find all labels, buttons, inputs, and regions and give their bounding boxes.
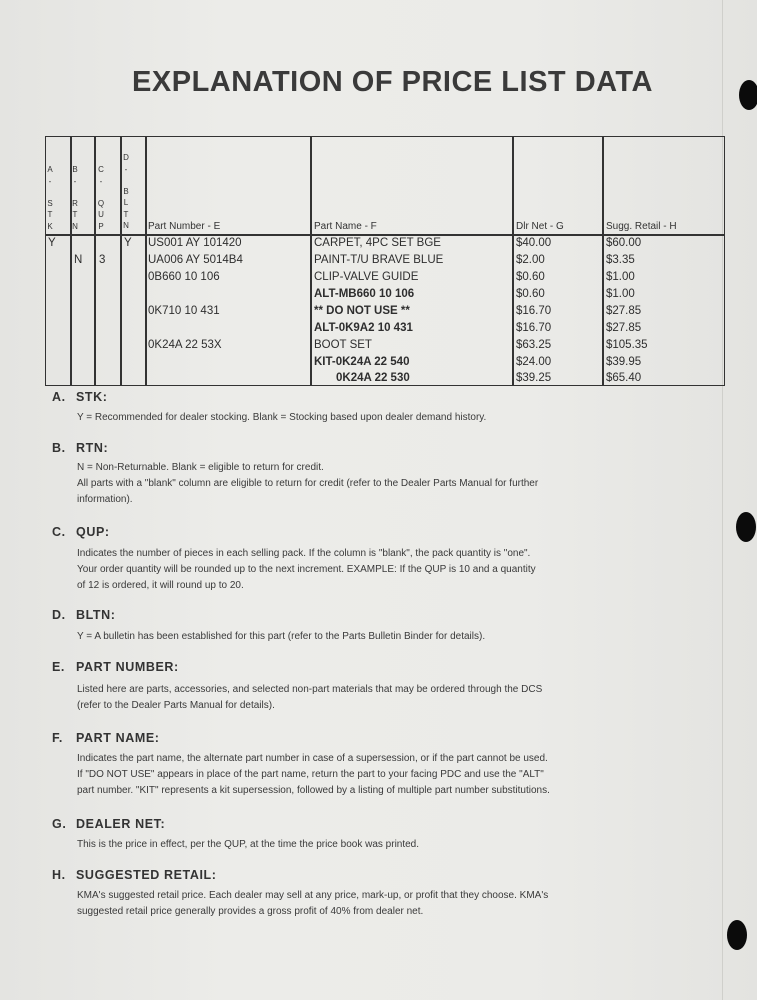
cell-part-name: ALT-MB660 10 106 [314,288,415,300]
section-suggested-retail [52,868,217,882]
cell-rtn: N [74,254,83,266]
section-qup [52,525,110,539]
section-text: N = Non-Returnable. Blank = eligible to return for credit. All parts with a "blank" column are eligible to return for credit (refer to the Dealer Parts Manual for further information). [77,462,539,505]
cell-part-number: UA006 AY 5014B4 [148,254,243,266]
header-stk: A - S T K [47,165,53,231]
cell-part-name: CLIP-VALVE GUIDE [314,271,419,283]
header-sugg-retail: Sugg. Retail - H [606,221,677,232]
header-part-number: Part Number - E [148,221,221,232]
column-divider [310,137,312,385]
cell-part-name: BOOT SET [314,339,372,351]
section-part-name [52,731,160,745]
column-divider [145,137,147,385]
section-dealer-net [52,817,165,831]
cell-dlr-net: $16.70 [516,322,552,334]
section-heading: D. BLTN: [52,608,116,622]
cell-part-name: ALT-0K9A2 10 431 [314,322,413,334]
section-heading: B. RTN: [52,441,109,455]
cell-dlr-net: $39.25 [516,372,552,384]
binder-hole [727,920,747,950]
cell-dlr-net: $16.70 [516,305,552,317]
section-part-number [52,660,179,674]
column-divider [602,137,604,385]
cell-part-number: 0K710 10 431 [148,305,220,317]
cell-dlr-net: $0.60 [516,288,545,300]
section-heading: C. QUP: [52,525,110,539]
cell-dlr-net: $0.60 [516,271,545,283]
header-rtn: B - R T N [72,165,78,231]
cell-sugg-retail: $65.40 [606,372,642,384]
cell-dlr-net: $24.00 [516,356,552,368]
cell-part-number: 0K24A 22 53X [148,339,222,351]
cell-part-name: PAINT-T/U BRAVE BLUE [314,254,444,266]
section-text: Y = Recommended for dealer stocking. Blank = Stocking based upon dealer demand history. [77,412,487,423]
cell-sugg-retail: $39.95 [606,356,642,368]
cell-sugg-retail: $1.00 [606,271,635,283]
page-title: EXPLANATION OF PRICE LIST DATA [132,66,653,98]
section-text: Indicates the number of pieces in each selling pack. If the column is "blank", the pack quantity is "one". Your order quantity will be rounded up to the next increment. EXAMPLE: If the QUP is 10 and a quantity of 12 is ordered, it will round up to 20. [77,548,536,591]
section-text: Indicates the part name, the alternate part number in case of a supersession, or if the part cannot be used. If "DO NOT USE" appears in place of the part name, return the part to your facing PDC and use the "ALT" part number. "KIT" represents a kit supersession, followed by a listing of multiple part number substitutions. [77,753,550,796]
cell-qup: 3 [99,254,106,266]
section-text: Y = A bulletin has been established for this part (refer to the Parts Bulletin Binder for details). [77,631,486,642]
header-bltn: D - B L T N [123,153,129,230]
binder-hole [736,512,756,542]
cell-dlr-net: $63.25 [516,339,552,351]
section-heading: G. DEALER NET: [52,817,166,831]
cell-sugg-retail: $105.35 [606,339,648,351]
cell-part-name: ** DO NOT USE ** [314,305,410,317]
header-divider [46,234,724,236]
cell-dlr-net: $2.00 [516,254,545,266]
section-heading: A. STK: [52,390,108,404]
section-bltn [52,608,116,622]
cell-part-number: US001 AY 101420 [148,237,242,249]
section-heading: F. PART NAME: [52,731,160,745]
section-text: KMA's suggested retail price. Each dealer may sell at any price, mark-up, or profit that they choose. KMA's suggested retail price generally provides a gross profit of 40% from dealer net. [77,890,549,917]
cell-part-name: CARPET, 4PC SET BGE [314,237,441,249]
cell-sugg-retail: $1.00 [606,288,635,300]
cell-part-number: 0B660 10 106 [148,271,220,283]
section-stk [52,390,108,404]
column-divider [512,137,514,385]
section-heading: E. PART NUMBER: [52,660,179,674]
cell-stk: Y [48,237,56,249]
section-text: This is the price in effect, per the QUP, at the time the price book was printed. [77,839,420,850]
section-text: Listed here are parts, accessories, and selected non-part materials that may be ordered through the DCS (refer to the Dealer Parts Manual for details). [77,684,543,711]
cell-sugg-retail: $60.00 [606,237,642,249]
cell-part-name: KIT-0K24A 22 540 [314,356,410,368]
cell-dlr-net: $40.00 [516,237,552,249]
header-part-name: Part Name - F [314,221,377,232]
cell-bltn: Y [124,237,132,249]
cell-part-name: 0K24A 22 530 [336,372,410,384]
header-qup: C - Q U P [97,165,105,231]
section-rtn [52,441,108,455]
price-list-table [45,136,725,386]
section-heading: H. SUGGESTED RETAIL: [52,868,217,882]
header-dlr-net: Dlr Net - G [516,221,564,232]
cell-sugg-retail: $27.85 [606,305,642,317]
cell-sugg-retail: $3.35 [606,254,635,266]
cell-sugg-retail: $27.85 [606,322,642,334]
